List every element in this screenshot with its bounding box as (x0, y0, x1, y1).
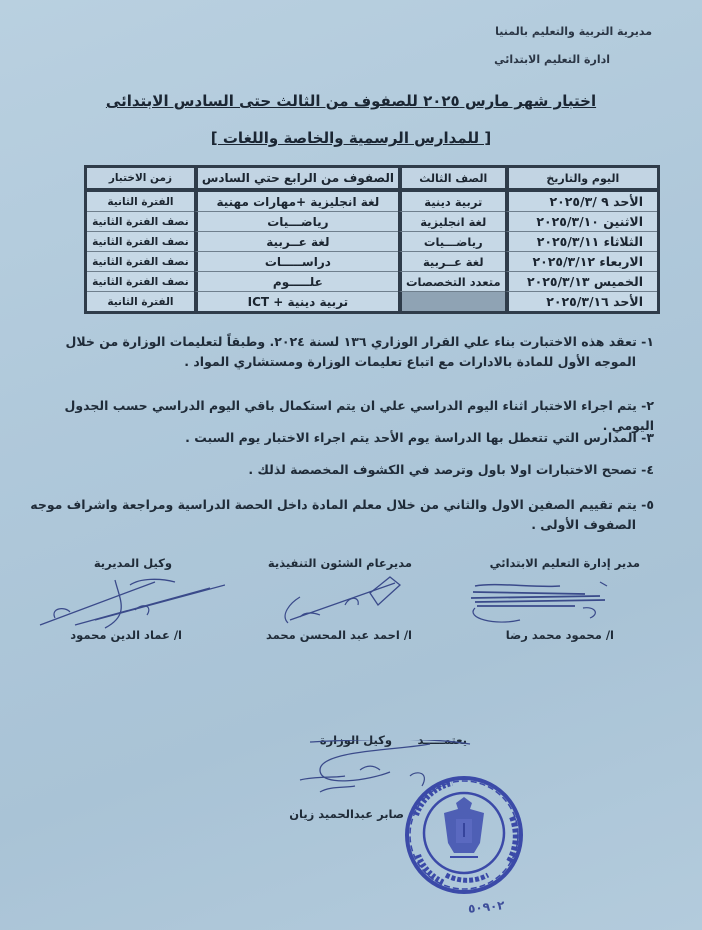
cell-grade3: متعدد التخصصات (398, 272, 505, 292)
instruction-text: تصحح الاختبارات اولا باول وترصد في الكشوف المخصصة لذلك . (248, 462, 637, 477)
cell-grades4to6: دراســـــات (194, 252, 398, 272)
cell-time: نصف الفترة الثانية (87, 252, 194, 272)
table-row (87, 232, 657, 252)
cell-grade3: لغة عــربية (398, 252, 505, 272)
instruction-text: يتم اجراء الاختبار اثناء اليوم الدراسي علي ان يتم استكمال باقي اليوم الدراسي حسب الجدول اليومي . (64, 398, 654, 433)
exam-schedule-table (84, 165, 660, 314)
instruction-number: ٤- (641, 462, 654, 477)
cell-grade3: تربية دينية (398, 192, 505, 212)
cell-grades4to6: رياضـــيات (194, 212, 398, 232)
cell-time: نصف الفترة الثانية (87, 272, 194, 292)
signatory-name-3: ا/ عماد الدين محمود (70, 628, 182, 642)
instruction-number: ٢- (641, 398, 654, 413)
approval-title: وكيل الوزارة (319, 733, 392, 747)
cell-date: الأحد ٢٠٢٥/٣/١٦ (505, 292, 657, 311)
table-row (87, 212, 657, 232)
signatory-title-2: مديرعام الشئون التنفيذية (267, 556, 412, 570)
table-header-row (87, 168, 657, 192)
instruction-text: تعقد هذه الاختبارت بناء علي القرار الوزاري ١٣٦ لسنة ٢٠٢٤. وطبقاً لتعليمات الوزارة من خلال (65, 334, 637, 349)
document-title: اختبار شهر مارس ٢٠٢٥ للصفوف من الثالث حتى السادس الابتدائى (105, 92, 597, 110)
header-grade3: الصف الثالث (398, 168, 505, 192)
department-name: ادارة التعليم الابتدائي (494, 53, 610, 66)
signatory-title-3: وكيل المديرية (93, 556, 172, 570)
table-row (87, 272, 657, 292)
header-time: زمن الاختبار (87, 168, 194, 192)
approval-name: صابر عبدالحميد زيان (289, 807, 404, 821)
cell-grades4to6: لغة انجليزية +مهارات مهنية (194, 192, 398, 212)
cell-date: الاربعاء ٢٠٢٥/٣/١٢ (505, 252, 657, 272)
cell-grade3-empty (398, 292, 505, 311)
signature-3-icon (35, 570, 225, 630)
header-date: اليوم والتاريخ (505, 168, 657, 192)
signature-1-icon (465, 578, 615, 628)
cell-time: نصف الفترة الثانية (87, 212, 194, 232)
header-grades4to6: الصفوف من الرابع حتي السادس (194, 168, 398, 192)
signatory-name-1: ا/ محمود محمد رضا (505, 628, 614, 642)
cell-grade3: رياضـــيات (398, 232, 505, 252)
cell-date: الثلاثاء ٢٠٢٥/٣/١١ (505, 232, 657, 252)
cell-time: الفترة الثانية (107, 295, 174, 308)
cell-date: الأحد ٩ /٢٠٢٥/٣ (505, 192, 657, 212)
approval-label: يعتمـــــد (417, 733, 467, 747)
cell-date: الخميس ٢٠٢٥/٣/١٣ (505, 272, 657, 292)
instruction-3 (30, 428, 654, 448)
instruction-number: ١- (641, 334, 654, 349)
cell-grade3: لغة انجليزية (398, 212, 505, 232)
instruction-text-continued: الصفوف الأولى . (531, 517, 636, 532)
instruction-number: ٣- (641, 430, 654, 445)
signatory-title-1: مدير إدارة التعليم الابتدائي (489, 556, 640, 570)
instruction-1 (30, 332, 654, 372)
document-subtitle: [ للمدارس الرسمية والخاصة واللغات ] (210, 129, 492, 147)
signatory-name-2: ا/ احمد عبد المحسن محمد (265, 628, 412, 642)
table-row (87, 292, 657, 311)
signature-2-icon (270, 575, 410, 625)
stamp-number: ٥٠٩٠٢ (467, 898, 506, 916)
instruction-text: المدارس التي تتعطل بها الدراسة يوم الأحد يتم اجراء الاختبار يوم السبت . (185, 430, 637, 445)
instruction-text-continued: الموجه الأول للمادة بالادارات مع اتباع تعليمات الوزارة ومستشاري المواد . (184, 354, 636, 369)
instruction-text: يتم تقييم الصفين الاول والثاني من خلال معلم المادة داخل الحصة الدراسية ومراجعة واشراف موجه (30, 497, 637, 512)
table-row (87, 192, 657, 212)
instruction-5 (30, 495, 654, 535)
cell-grades4to6: علـــــوم (194, 272, 398, 292)
table-row (87, 252, 657, 272)
instruction-4 (30, 460, 654, 480)
directorate-name: مديرية التربية والتعليم بالمنيا (495, 25, 652, 38)
instruction-number: ٥- (641, 497, 654, 512)
cell-grades4to6: لغة عــربية (194, 232, 398, 252)
cell-time: الفترة الثانية (87, 192, 194, 212)
cell-grades4to6: تربية دينية + ICT (194, 292, 398, 311)
official-stamp-icon (404, 775, 524, 897)
cell-date: الاثنين ٢٠٢٥/٣/١٠ (505, 212, 657, 232)
cell-time: نصف الفترة الثانية (87, 232, 194, 252)
